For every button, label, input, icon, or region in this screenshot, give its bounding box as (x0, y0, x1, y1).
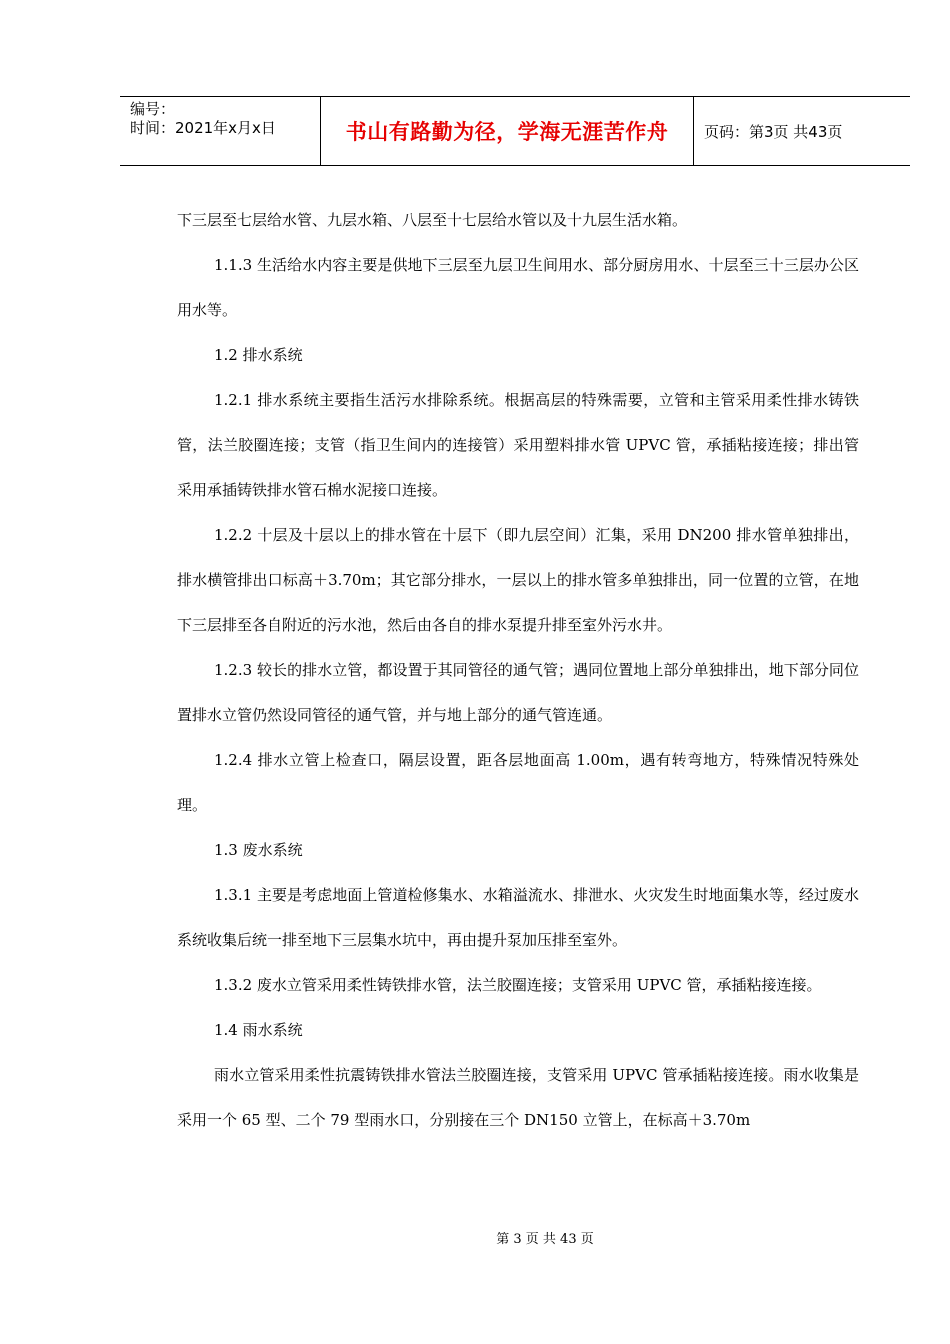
document-header (120, 96, 910, 166)
header-meta-cell (120, 97, 321, 165)
header-motto-cell (321, 97, 694, 165)
paragraph: 1.2.4 排水立管上检查口，隔层设置，距各层地面高 1.00m，遇有转弯地方，特殊情况特殊处理。 (177, 751, 859, 814)
paragraph: 1.2.3 较长的排水立管，都设置于其同管径的通气管；遇同位置地上部分单独排出，地下部分同位置排水立管仍然设同管径的通气管，并与地上部分的通气管连通。 (177, 661, 859, 724)
paragraph: 下三层至七层给水管、九层水箱、八层至十七层给水管以及十九层生活水箱。 (177, 211, 688, 229)
header-page-cell (694, 97, 910, 165)
paragraph: 1.3.2 废水立管采用柔性铸铁排水管，法兰胶圈连接；支管采用 UPVC 管，承插粘接连接。 (214, 976, 822, 994)
section-heading: 1.3 废水系统 (214, 841, 303, 859)
paragraph: 1.3.1 主要是考虑地面上管道检修集水、水箱溢流水、排泄水、火灾发生时地面集水等，经过废水系统收集后统一排至地下三层集水坑中，再由提升泵加压排至室外。 (177, 886, 859, 949)
header-page-number: 页码：第3页 共43页 (704, 122, 843, 141)
paragraph: 1.1.3 生活给水内容主要是供地下三层至九层卫生间用水、部分厨房用水、十层至三十三层办公区用水等。 (177, 256, 859, 319)
document-body (177, 198, 859, 1143)
motto-text: 书山有路勤为径，学海无涯苦作舟 (345, 120, 669, 144)
paragraph: 1.2.1 排水系统主要指生活污水排除系统。根据高层的特殊需要，立管和主管采用柔性排水铸铁管，法兰胶圈连接；支管（指卫生间内的连接管）采用塑料排水管 UPVC 管，承插粘接连接；排出管采用承插铸铁排水管石棉水泥接口连接。 (177, 391, 859, 499)
time-label: 时间：2021年x月x日 (130, 119, 276, 137)
footer-page-number: 第 3 页 共 43 页 (496, 1232, 594, 1247)
paragraph: 雨水立管采用柔性抗震铸铁排水管法兰胶圈连接，支管采用 UPVC 管承插粘接连接。雨水收集是采用一个 65 型、二个 79 型雨水口，分别接在三个 DN150 立管上，在标高＋3.70m (177, 1066, 859, 1129)
page-footer (0, 1228, 950, 1247)
serial-number-label: 编号： (130, 100, 176, 118)
section-heading: 1.4 雨水系统 (214, 1021, 303, 1039)
paragraph: 1.2.2 十层及十层以上的排水管在十层下（即九层空间）汇集，采用 DN200 排水管单独排出，排水横管排出口标高＋3.70m；其它部分排水，一层以上的排水管多单独排出，同一位置的立管，在地下三层排至各自附近的污水池，然后由各自的排水泵提升排至室外污水井。 (177, 526, 859, 634)
section-heading: 1.2 排水系统 (214, 346, 303, 364)
